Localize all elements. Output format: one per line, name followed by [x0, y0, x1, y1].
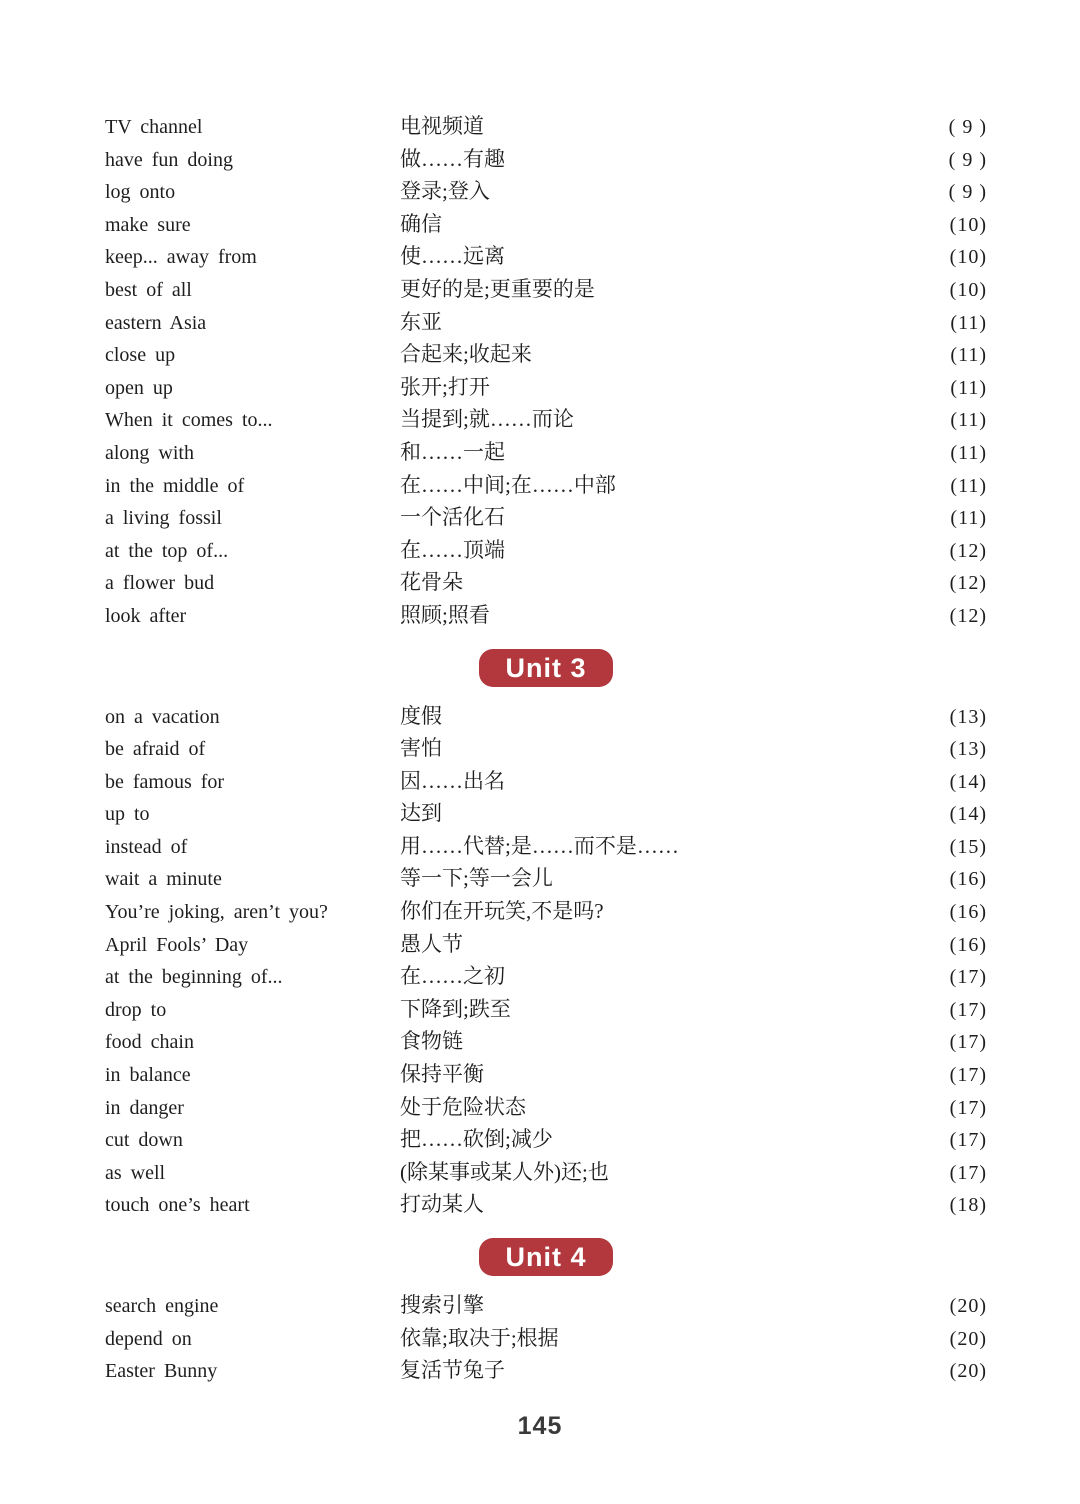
english-phrase: search engine	[105, 1295, 219, 1317]
page-reference: (11)	[950, 344, 987, 367]
vocab-row	[105, 403, 987, 436]
chinese-translation: 愚人节	[400, 931, 463, 956]
vocab-section	[105, 649, 987, 1222]
chinese-translation: 下降到;跌至	[400, 996, 511, 1021]
chinese-translation: 当提到;就……而论	[400, 407, 574, 432]
chinese-translation: 在……之初	[400, 964, 505, 989]
page-reference: (16)	[949, 868, 987, 891]
english-phrase: at the beginning of...	[105, 966, 283, 989]
page-reference: (11)	[950, 376, 987, 399]
page-reference: (10)	[949, 246, 987, 269]
page-reference: (17)	[949, 1031, 987, 1054]
vocab-row	[105, 895, 987, 928]
chinese-translation: 张开;打开	[400, 374, 490, 399]
page-reference: (12)	[949, 572, 987, 595]
vocab-row	[105, 830, 987, 863]
page-reference: (12)	[949, 604, 987, 627]
unit-header-badge: Unit 4	[479, 1238, 612, 1276]
vocab-row	[105, 436, 987, 469]
vocab-row	[105, 599, 987, 632]
unit-header-row	[105, 1238, 987, 1276]
english-phrase: drop to	[105, 998, 167, 1021]
page-reference: (10)	[949, 278, 987, 301]
vocab-row	[105, 732, 987, 765]
english-phrase: best of all	[105, 278, 192, 301]
page-reference: (11)	[950, 441, 987, 464]
english-phrase: TV channel	[105, 116, 203, 138]
unit-header-badge: Unit 3	[479, 649, 612, 687]
unit-header-row	[105, 649, 987, 687]
chinese-translation: 复活节兔子	[400, 1358, 505, 1383]
vocab-row	[105, 862, 987, 895]
vocab-row	[105, 566, 987, 599]
vocab-row	[105, 240, 987, 273]
english-phrase: as well	[105, 1161, 166, 1184]
vocab-row	[105, 1188, 987, 1221]
english-phrase: be famous for	[105, 770, 225, 793]
chinese-translation: 花骨朵	[400, 570, 463, 595]
vocab-row	[105, 993, 987, 1026]
english-phrase: April Fools’ Day	[105, 933, 249, 956]
page-reference: ( 9 )	[948, 116, 987, 138]
vocab-row	[105, 1025, 987, 1058]
chinese-translation: 食物链	[400, 1029, 463, 1054]
english-phrase: in danger	[105, 1096, 184, 1119]
english-phrase: eastern Asia	[105, 311, 207, 334]
vocab-section	[105, 110, 987, 632]
chinese-translation: 电视频道	[400, 114, 484, 138]
chinese-translation: 害怕	[400, 736, 442, 761]
chinese-translation: 在……顶端	[400, 537, 505, 562]
page-reference: (20)	[949, 1295, 987, 1317]
chinese-translation: 达到	[400, 801, 442, 826]
chinese-translation: 登录;登入	[400, 179, 490, 204]
chinese-translation: 和……一起	[400, 439, 505, 464]
chinese-translation: 照顾;照看	[400, 602, 490, 627]
page-reference: (18)	[949, 1194, 987, 1217]
vocab-row	[105, 110, 987, 143]
chinese-translation: 你们在开玩笑,不是吗?	[400, 899, 604, 924]
page-reference: (13)	[949, 738, 987, 761]
vocab-row	[105, 371, 987, 404]
page-reference: (17)	[949, 998, 987, 1021]
english-phrase: have fun doing	[105, 148, 233, 171]
english-phrase: a living fossil	[105, 507, 222, 530]
vocab-section	[105, 1238, 987, 1387]
page-reference: (11)	[950, 409, 987, 432]
page-reference: (10)	[949, 213, 987, 236]
english-phrase: close up	[105, 344, 176, 367]
english-phrase: a flower bud	[105, 572, 215, 595]
chinese-translation: 使……远离	[400, 244, 505, 269]
vocab-row	[105, 700, 987, 733]
page-reference: ( 9 )	[948, 148, 987, 171]
vocab-row	[105, 1354, 987, 1387]
page-reference: (16)	[949, 901, 987, 924]
chinese-translation: 度假	[400, 703, 442, 728]
english-phrase: keep... away from	[105, 246, 257, 269]
vocab-row	[105, 1123, 987, 1156]
vocab-list	[105, 110, 987, 1387]
vocab-row	[105, 765, 987, 798]
english-phrase: open up	[105, 376, 173, 399]
english-phrase: in the middle of	[105, 474, 245, 497]
chinese-translation: (除某事或某人外)还;也	[400, 1159, 609, 1184]
page-reference: (14)	[949, 770, 987, 793]
chinese-translation: 一个活化石	[400, 505, 505, 530]
vocab-row	[105, 175, 987, 208]
english-phrase: depend on	[105, 1327, 192, 1350]
chinese-translation: 在……中间;在……中部	[400, 472, 616, 497]
english-phrase: When it comes to...	[105, 409, 273, 432]
english-phrase: cut down	[105, 1129, 183, 1152]
page-reference: (11)	[950, 311, 987, 334]
vocab-row	[105, 273, 987, 306]
page-reference: (16)	[949, 933, 987, 956]
chinese-translation: 合起来;收起来	[400, 342, 532, 367]
page-reference: (11)	[950, 507, 987, 530]
vocab-row	[105, 338, 987, 371]
english-phrase: at the top of...	[105, 539, 229, 562]
chinese-translation: 用……代替;是……而不是……	[400, 833, 679, 858]
chinese-translation: 等一下;等一会儿	[400, 866, 553, 891]
vocab-row	[105, 208, 987, 241]
chinese-translation: 打动某人	[400, 1192, 484, 1217]
chinese-translation: 更好的是;更重要的是	[400, 276, 595, 301]
english-phrase: in balance	[105, 1064, 191, 1087]
chinese-translation: 处于危险状态	[400, 1094, 526, 1119]
vocab-row	[105, 1156, 987, 1189]
page-reference: ( 9 )	[948, 181, 987, 204]
page-reference: (12)	[949, 539, 987, 562]
vocab-row	[105, 960, 987, 993]
vocab-row	[105, 469, 987, 502]
chinese-translation: 确信	[400, 211, 442, 236]
vocab-row	[105, 1289, 987, 1322]
chinese-translation: 东亚	[400, 309, 442, 334]
chinese-translation: 搜索引擎	[400, 1293, 484, 1317]
english-phrase: You’re joking, aren’t you?	[105, 901, 328, 924]
english-phrase: up to	[105, 803, 150, 826]
vocab-row	[105, 797, 987, 830]
english-phrase: wait a minute	[105, 868, 222, 891]
page-reference: (11)	[950, 474, 987, 497]
page-reference: (17)	[949, 1161, 987, 1184]
footer-page-number: 145	[517, 1412, 563, 1440]
page-reference: (13)	[949, 705, 987, 728]
english-phrase: food chain	[105, 1031, 194, 1054]
chinese-translation: 把……砍倒;减少	[400, 1127, 553, 1152]
page-reference: (17)	[949, 966, 987, 989]
page-reference: (14)	[949, 803, 987, 826]
vocab-row	[105, 501, 987, 534]
english-phrase: Easter Bunny	[105, 1360, 218, 1383]
vocab-row	[105, 1058, 987, 1091]
vocab-row	[105, 928, 987, 961]
page-reference: (17)	[949, 1129, 987, 1152]
english-phrase: touch one’s heart	[105, 1194, 250, 1217]
page-reference: (15)	[949, 835, 987, 858]
english-phrase: along with	[105, 441, 194, 464]
vocab-row	[105, 143, 987, 176]
english-phrase: look after	[105, 604, 187, 627]
vocab-row	[105, 534, 987, 567]
page-reference: (17)	[949, 1096, 987, 1119]
page-footer	[0, 1412, 1080, 1441]
english-phrase: be afraid of	[105, 738, 206, 761]
chinese-translation: 保持平衡	[400, 1062, 484, 1087]
page-reference: (20)	[949, 1360, 987, 1383]
english-phrase: log onto	[105, 181, 176, 204]
english-phrase: make sure	[105, 213, 191, 236]
chinese-translation: 做……有趣	[400, 146, 505, 171]
page-reference: (17)	[949, 1064, 987, 1087]
chinese-translation: 依靠;取决于;根据	[400, 1325, 559, 1350]
vocab-row	[105, 306, 987, 339]
vocab-row	[105, 1091, 987, 1124]
chinese-translation: 因……出名	[400, 768, 505, 793]
english-phrase: instead of	[105, 835, 188, 858]
english-phrase: on a vacation	[105, 705, 220, 728]
page-reference: (20)	[949, 1327, 987, 1350]
vocab-row	[105, 1322, 987, 1355]
